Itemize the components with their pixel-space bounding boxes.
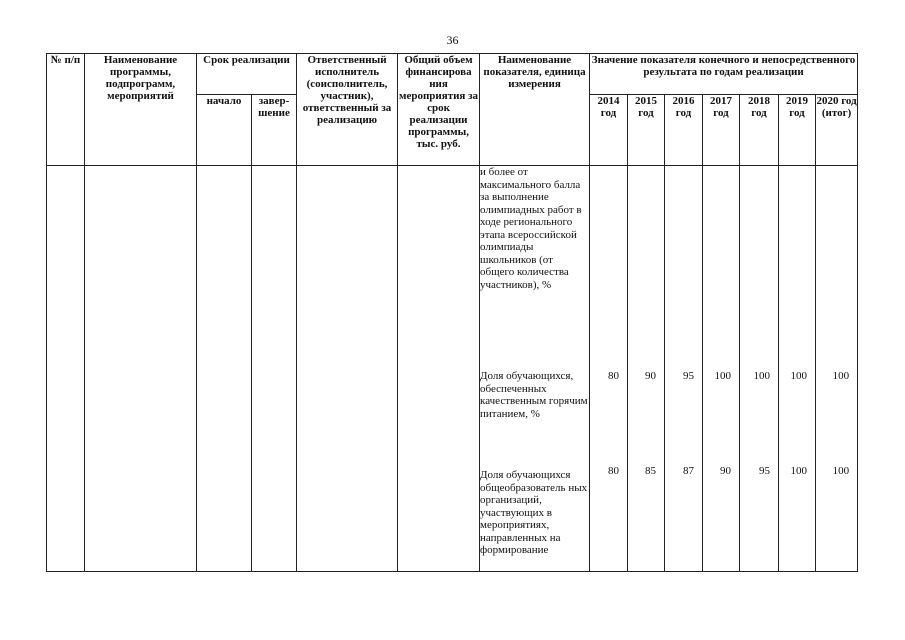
header-term-end: завер-шение: [252, 95, 297, 166]
header-executor: Ответственный исполнитель (соисполнитель, участник), ответственный за реализацию: [297, 54, 398, 166]
indicator-text: Доля обучающихся общеобразователь ных организаций, участвующих в мероприятиях, направленных на формирование: [480, 469, 588, 556]
value-cell: 80: [608, 370, 620, 382]
table-row: [47, 166, 858, 572]
indicator-text: и более от максимального балла за выполнение олимпиадных работ в ходе регионального этапа всероссийской олимпиады школьников (от общего количества участников), %: [480, 166, 582, 291]
header-year: 2015 год: [628, 95, 665, 166]
header-year: 2020 год (итог): [816, 95, 858, 166]
header-year: 2019 год: [779, 95, 816, 166]
indicators-table: [46, 53, 858, 572]
value-cell: 87: [683, 465, 695, 477]
value-cell: 80: [608, 465, 620, 477]
page-number: 36: [446, 33, 459, 47]
value-cell: 100: [790, 370, 808, 382]
value-cell: 100: [832, 465, 850, 477]
header-values-group: Значение показателя конечного и непосредственного результата по годам реализации: [590, 54, 858, 95]
cell-num: [47, 166, 85, 572]
value-cell: 85: [645, 465, 657, 477]
value-cell: 100: [714, 370, 732, 382]
value-cell: 90: [645, 370, 657, 382]
cell-term-start: [197, 166, 252, 572]
header-indicator: Наименование показателя, единица измерения: [480, 54, 590, 166]
cell-indicator: [480, 166, 590, 572]
header-term: Срок реализации: [197, 54, 297, 95]
value-cell: 90: [720, 465, 732, 477]
header-program: Наименование программы, подпрограмм, мероприятий: [85, 54, 197, 166]
header-term-start: начало: [197, 95, 252, 166]
header-year: 2018 год: [740, 95, 779, 166]
cell-executor: [297, 166, 398, 572]
value-cell: 100: [790, 465, 808, 477]
header-financing: Общий объем финансирова ния мероприятия за срок реализации программы, тыс. руб.: [398, 54, 480, 166]
header-num: № п/п: [47, 54, 85, 166]
indicator-text: Доля обучающихся, обеспеченных качественным горячим питанием, %: [480, 370, 588, 420]
value-cell: 100: [753, 370, 771, 382]
cell-program: [85, 166, 197, 572]
cell-term-end: [252, 166, 297, 572]
header-year: 2014 год: [590, 95, 628, 166]
header-year: 2016 год: [665, 95, 703, 166]
value-cell: 95: [759, 465, 771, 477]
value-cell: 100: [832, 370, 850, 382]
header-year: 2017 год: [703, 95, 740, 166]
value-cell: 95: [683, 370, 695, 382]
cell-financing: [398, 166, 480, 572]
